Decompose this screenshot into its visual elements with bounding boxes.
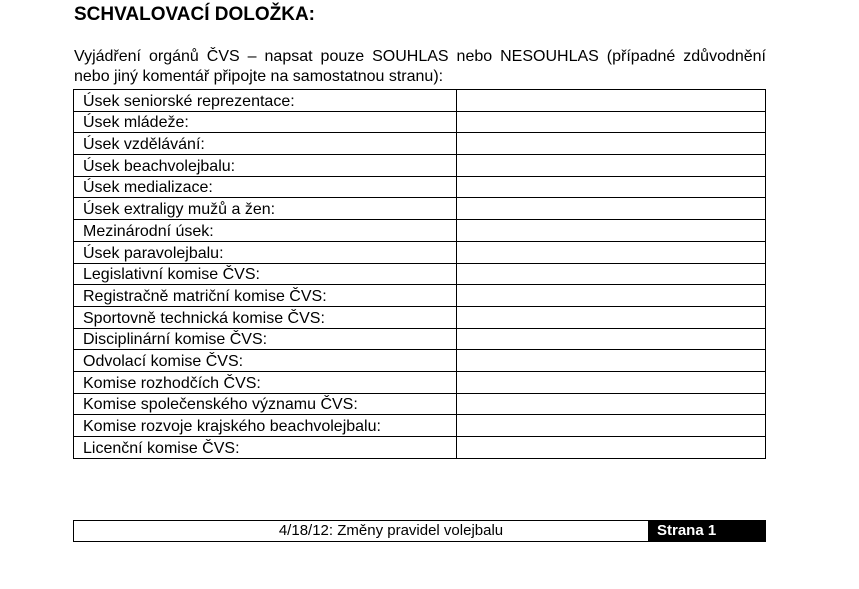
table-row	[74, 328, 766, 350]
row-value-cell[interactable]	[457, 306, 766, 328]
table-row	[74, 350, 766, 372]
row-label: Licenční komise ČVS:	[74, 437, 457, 459]
row-label: Úsek medializace:	[74, 176, 457, 198]
row-value-cell[interactable]	[457, 437, 766, 459]
page-number: Strana 1	[648, 521, 765, 541]
row-value-cell[interactable]	[457, 111, 766, 133]
row-label: Úsek vzdělávání:	[74, 133, 457, 155]
row-label: Registračně matriční komise ČVS:	[74, 285, 457, 307]
row-label: Komise rozhodčích ČVS:	[74, 371, 457, 393]
row-value-cell[interactable]	[457, 155, 766, 177]
table-row	[74, 111, 766, 133]
instructions-text: Vyjádření orgánů ČVS – napsat pouze SOUHLAS nebo NESOUHLAS (případné zdůvodnění nebo jiný komentář připojte na samostatnou stranu):	[74, 48, 766, 85]
table-row	[74, 198, 766, 220]
approval-table-body	[74, 90, 766, 459]
row-value-cell[interactable]	[457, 285, 766, 307]
table-row	[74, 155, 766, 177]
row-label: Sportovně technická komise ČVS:	[74, 306, 457, 328]
row-label: Disciplinární komise ČVS:	[74, 328, 457, 350]
table-row	[74, 263, 766, 285]
row-value-cell[interactable]	[457, 133, 766, 155]
page-footer	[73, 520, 766, 542]
table-row	[74, 90, 766, 112]
row-label: Mezinárodní úsek:	[74, 220, 457, 242]
row-label: Odvolací komise ČVS:	[74, 350, 457, 372]
row-label: Úsek paravolejbalu:	[74, 241, 457, 263]
row-value-cell[interactable]	[457, 263, 766, 285]
table-row	[74, 241, 766, 263]
row-value-cell[interactable]	[457, 241, 766, 263]
table-row	[74, 437, 766, 459]
table-row	[74, 393, 766, 415]
table-row	[74, 371, 766, 393]
footer-document-info: 4/18/12: Změny pravidel volejbalu	[278, 522, 504, 539]
table-row	[74, 415, 766, 437]
row-label: Komise rozvoje krajského beachvolejbalu:	[74, 415, 457, 437]
row-value-cell[interactable]	[457, 371, 766, 393]
table-row	[74, 285, 766, 307]
row-value-cell[interactable]	[457, 415, 766, 437]
row-value-cell[interactable]	[457, 176, 766, 198]
table-row	[74, 176, 766, 198]
table-row	[74, 133, 766, 155]
row-label: Legislativní komise ČVS:	[74, 263, 457, 285]
row-value-cell[interactable]	[457, 220, 766, 242]
row-value-cell[interactable]	[457, 393, 766, 415]
approval-table	[73, 89, 766, 459]
row-value-cell[interactable]	[457, 90, 766, 112]
row-label: Úsek seniorské reprezentace:	[74, 90, 457, 112]
row-value-cell[interactable]	[457, 198, 766, 220]
table-row	[74, 306, 766, 328]
row-value-cell[interactable]	[457, 328, 766, 350]
row-label: Úsek extraligy mužů a žen:	[74, 198, 457, 220]
row-label: Komise společenského významu ČVS:	[74, 393, 457, 415]
row-value-cell[interactable]	[457, 350, 766, 372]
document-title: SCHVALOVACÍ DOLOŽKA:	[74, 4, 316, 25]
table-row	[74, 220, 766, 242]
row-label: Úsek mládeže:	[74, 111, 457, 133]
row-label: Úsek beachvolejbalu:	[74, 155, 457, 177]
